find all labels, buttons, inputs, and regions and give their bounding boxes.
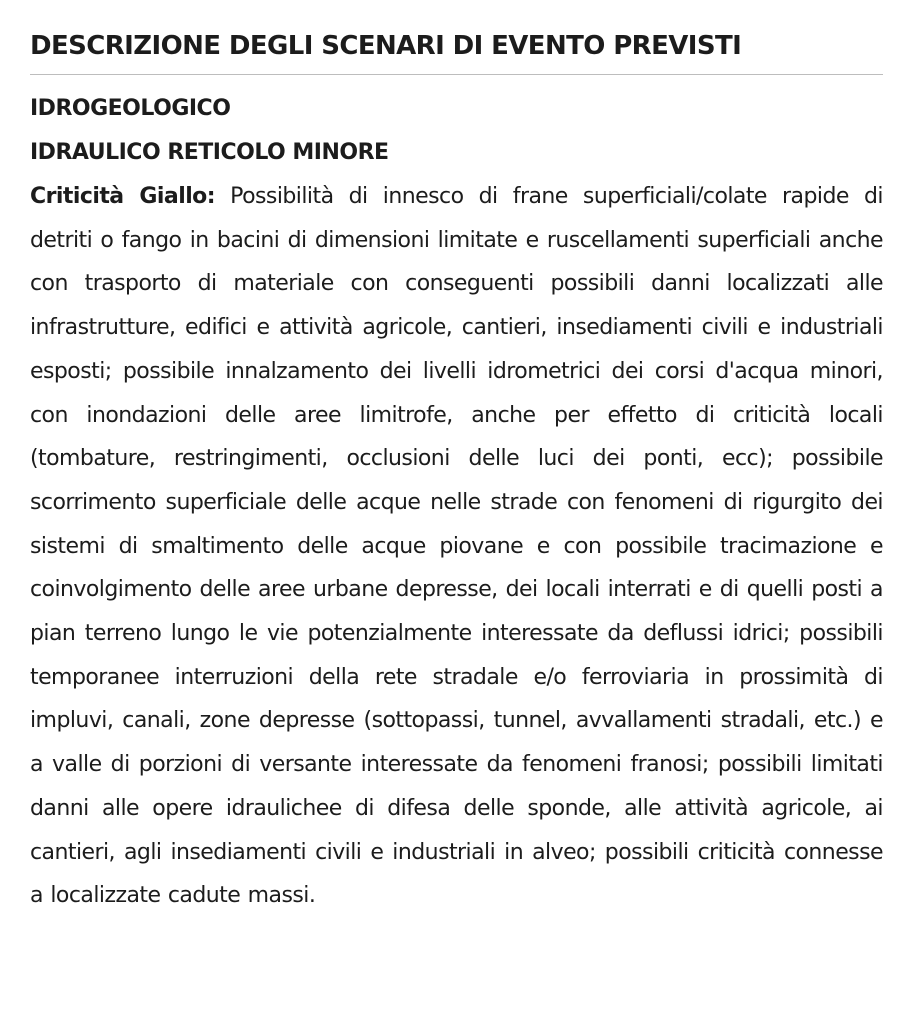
- title-divider: [30, 74, 883, 75]
- section-heading-idrogeologico: IDROGEOLOGICO: [30, 96, 231, 121]
- criticality-label: Criticità Giallo:: [30, 184, 215, 209]
- criticality-description: Possibilità di innesco di frane superficiali/colate rapide di detriti o fango in bacini di dimensioni limitate e ruscellamenti superficiali anche con trasporto di materiale con conseguenti possibili danni localizzati alle infrastrutture, edifici e attività agricole, cantieri, insediamenti civili e industriali esposti; possibile innalzamento dei livelli idrometrici dei corsi d'acqua minori, con inondazioni delle aree limitrofe, anche per effetto di criticità locali (tombature, restringimenti, occlusioni delle luci dei ponti, ecc); possibile scorrimento superficiale delle acque nelle strade con fenomeni di rigurgito dei sistemi di smaltimento delle acque piovane e con possibile tracimazione e coinvolgimento delle aree urbane depresse, dei locali interrati e di quelli posti a pian terreno lungo le vie potenzialmente interessate da deflussi idrici; possibili temporanee interruzioni della rete stradale e/o ferroviaria in prossimità di impluvi, canali, zone depresse (sottopassi, tunnel, avvallamenti stradali, etc.) e a valle di porzioni di versante interessate da fenomeni franosi; possibili limitati danni alle opere idraulichee di difesa delle sponde, alle attività agricole, ai cantieri, agli insediamenti civili e industriali in alveo; possibili criticità connesse a localizzate cadute massi.: [30, 184, 883, 909]
- page-title: DESCRIZIONE DEGLI SCENARI DI EVENTO PREVISTI: [30, 31, 742, 61]
- criticality-paragraph: [30, 175, 883, 918]
- section-heading-idraulico: IDRAULICO RETICOLO MINORE: [30, 140, 389, 165]
